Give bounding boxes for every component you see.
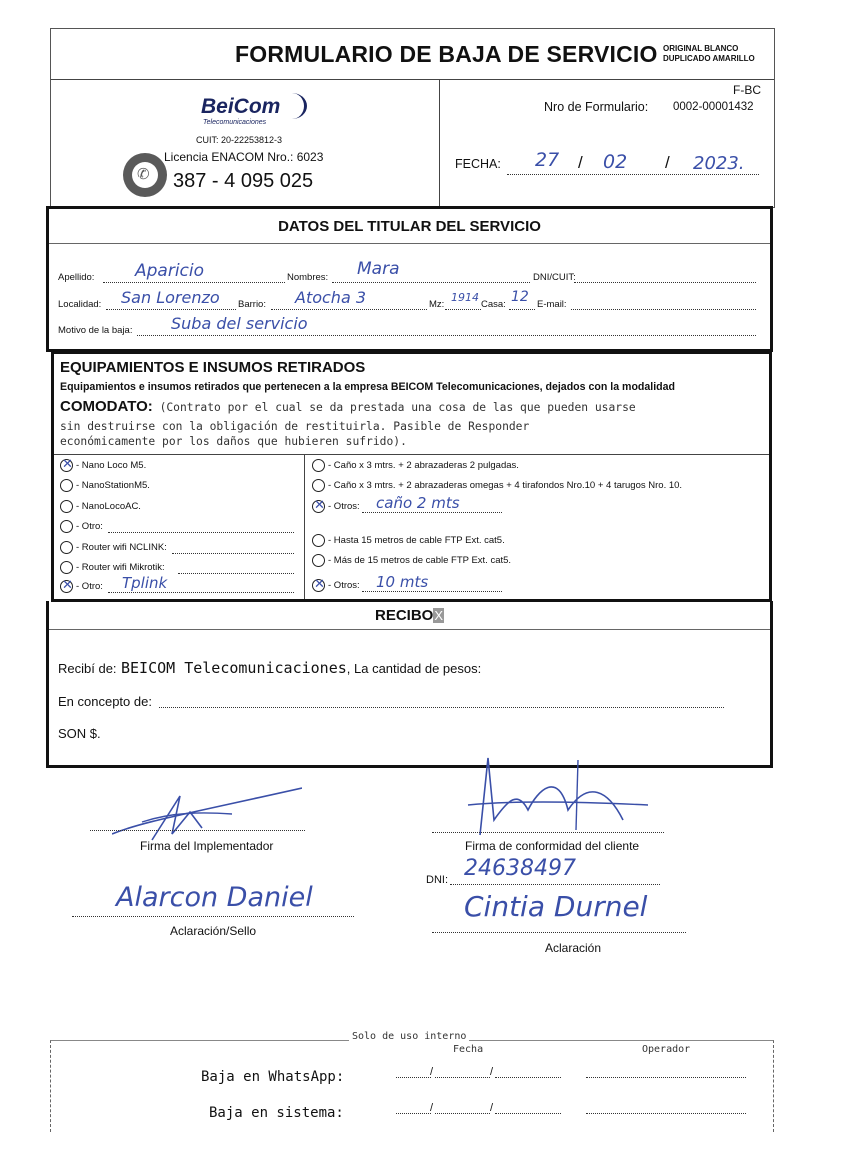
left-item-label: - NanoLocoAC. xyxy=(76,501,141,512)
dni-firma-label: DNI: xyxy=(426,874,448,886)
comodato-text-1: (Contrato por el cual se da prestada una cosa de las que pueden usarse xyxy=(152,401,636,414)
date-separator-2: / xyxy=(665,153,670,172)
right-item-label: - Otros: xyxy=(328,580,360,591)
left-item xyxy=(60,561,300,579)
left-item-label: - NanoStationM5. xyxy=(76,480,150,491)
right-item xyxy=(312,494,767,518)
left-item-checkbox[interactable] xyxy=(60,459,73,472)
titular-section-title: DATOS DEL TITULAR DEL SERVICIO xyxy=(278,218,541,235)
left-item xyxy=(60,541,300,559)
header-vertical-divider xyxy=(439,79,440,207)
right-item-checkbox[interactable] xyxy=(312,554,325,567)
equipamiento-intro: Equipamientos e insumos retirados que pertenecen a la empresa BEICOM Telecomunicaciones, dejados con la modalidad xyxy=(60,381,676,393)
right-item-checkbox[interactable] xyxy=(312,534,325,547)
date-label: FECHA: xyxy=(455,157,501,171)
form-number: 0002-00001432 xyxy=(673,101,754,113)
left-item xyxy=(60,479,300,497)
concepto-label: En concepto de: xyxy=(58,694,152,709)
right-item-label: - Caño x 3 mtrs. + 2 abrazaderas 2 pulgadas. xyxy=(328,460,519,471)
left-item-value: Tplink xyxy=(122,574,168,592)
comodato-text-2: sin destruirse con la obligación de restituirla. Pasible de Responder xyxy=(60,420,530,433)
sistema-row-label: Baja en sistema: xyxy=(209,1105,344,1121)
header-divider xyxy=(51,79,774,80)
left-item-checkbox[interactable] xyxy=(60,520,73,533)
copy-line-2: DUPLICADO AMARILLO xyxy=(663,54,755,63)
dni-label: DNI/CUIT: xyxy=(533,272,576,283)
barrio-label: Barrio: xyxy=(238,299,266,310)
right-item-label: - Más de 15 metros de cable FTP Ext. cat5. xyxy=(328,555,512,566)
implementador-label: Firma del Implementador xyxy=(140,839,274,853)
interno-title: Solo de uso interno xyxy=(349,1031,469,1042)
right-item-label: - Caño x 3 mtrs. + 2 abrazaderas omegas + 4 tirafondos Nro.10 + 4 tarugos Nro. 10. xyxy=(328,480,683,491)
left-item xyxy=(60,574,300,598)
date-separator-1: / xyxy=(578,153,583,172)
recibo-title: RECIBOX xyxy=(374,607,443,624)
motivo-label: Motivo de la baja: xyxy=(58,325,133,336)
whatsapp-row-label: Baja en WhatsApp: xyxy=(201,1069,345,1085)
right-item-value: caño 2 mts xyxy=(376,494,460,512)
right-item-checkbox[interactable] xyxy=(312,579,325,592)
aclaracion-sello-label: Aclaración/Sello xyxy=(170,924,257,938)
apellido-value: Aparicio xyxy=(135,261,205,281)
right-item-label: - Otros: xyxy=(328,501,360,512)
form-title: FORMULARIO DE BAJA DE SERVICIO xyxy=(235,41,658,67)
cantidad-label: , La cantidad de pesos: xyxy=(346,661,482,676)
recibo-mark: X xyxy=(434,608,443,623)
form-header xyxy=(50,28,775,208)
left-item xyxy=(60,459,300,477)
email-label: E-mail: xyxy=(537,299,567,310)
left-item-checkbox[interactable] xyxy=(60,580,73,593)
casa-value: 12 xyxy=(511,289,529,305)
logo-subtext: Telecomunicaciones xyxy=(203,119,267,126)
copy-line-1: ORIGINAL BLANCO xyxy=(663,44,739,53)
recibi-value: BEICOM Telecomunicaciones xyxy=(121,659,347,677)
localidad-value: San Lorenzo xyxy=(121,288,220,307)
left-item-checkbox[interactable] xyxy=(60,541,73,554)
titular-section xyxy=(46,206,773,352)
mz-value: 1914 xyxy=(451,291,479,304)
left-item-label: - Router wifi NCLINK: xyxy=(76,542,167,553)
recibo-section xyxy=(46,601,773,768)
equipamiento-section xyxy=(51,351,772,602)
company-cuit: CUIT: 20-22253812-3 xyxy=(196,135,283,145)
mz-label: Mz: xyxy=(429,299,445,310)
left-item-label: - Otro: xyxy=(76,581,103,592)
right-item-list xyxy=(312,459,767,599)
aclaracion-value: Cintia Durnel xyxy=(464,890,648,923)
date-month: 02 xyxy=(603,151,628,173)
interno-section: Solo de uso interno Fecha Operador Baja en WhatsApp: / / Baja en sistema: / / xyxy=(50,1040,774,1132)
whatsapp-icon: ✆ xyxy=(123,153,167,197)
dni-firma-value: 24638497 xyxy=(464,856,576,881)
casa-label: Casa: xyxy=(481,299,506,310)
operador-header: Operador xyxy=(642,1044,691,1055)
right-item xyxy=(312,534,767,552)
nombres-label: Nombres: xyxy=(287,272,329,283)
right-item-checkbox[interactable] xyxy=(312,459,325,472)
company-license: Licencia ENACOM Nro.: 6023 xyxy=(164,150,324,164)
apellido-label: Apellido: xyxy=(58,272,95,283)
right-item-checkbox[interactable] xyxy=(312,500,325,513)
left-item-checkbox[interactable] xyxy=(60,561,73,574)
localidad-label: Localidad: xyxy=(58,299,102,310)
left-item-label: - Nano Loco M5. xyxy=(76,460,147,471)
right-item-checkbox[interactable] xyxy=(312,479,325,492)
date-year: 2023. xyxy=(693,153,745,174)
recibi-label: Recibí de: xyxy=(58,661,117,676)
form-code: F-BC xyxy=(733,83,761,97)
comodato-word: COMODATO: xyxy=(60,398,153,415)
right-item xyxy=(312,573,767,597)
aclaracion-label: Aclaración xyxy=(545,941,602,955)
left-item-list xyxy=(60,459,300,599)
right-item xyxy=(312,554,767,572)
logo-text: BeiCom xyxy=(201,95,281,118)
left-item-label: - Router wifi Mikrotik: xyxy=(76,562,165,573)
company-phone: 387 - 4 095 025 xyxy=(173,170,314,192)
fecha-header: Fecha xyxy=(453,1044,484,1055)
barrio-value: Atocha 3 xyxy=(295,288,367,307)
comodato-text-3: económicamente por los daños que hubieren sufrido). xyxy=(60,435,407,448)
left-item-checkbox[interactable] xyxy=(60,479,73,492)
date-day: 27 xyxy=(535,149,560,171)
motivo-value: Suba del servicio xyxy=(171,314,308,333)
left-item xyxy=(60,520,300,538)
cliente-label: Firma de conformidad del cliente xyxy=(465,839,640,853)
right-item-value: 10 mts xyxy=(376,573,429,591)
logo-swoosh xyxy=(277,93,307,119)
equipamiento-title: EQUIPAMIENTOS E INSUMOS RETIRADOS xyxy=(60,359,366,376)
right-item xyxy=(312,459,767,477)
form-number-label: Nro de Formulario: xyxy=(544,100,649,114)
left-item-label: - Otro: xyxy=(76,521,103,532)
right-item-label: - Hasta 15 metros de cable FTP Ext. cat5. xyxy=(328,535,505,546)
left-item xyxy=(60,500,300,518)
son-label: SON $. xyxy=(58,726,101,741)
cliente-signature xyxy=(458,750,658,845)
nombres-value: Mara xyxy=(357,259,400,279)
left-item-checkbox[interactable] xyxy=(60,500,73,513)
aclaracion-sello-value: Alarcon Daniel xyxy=(116,882,313,913)
company-logo xyxy=(199,95,309,129)
